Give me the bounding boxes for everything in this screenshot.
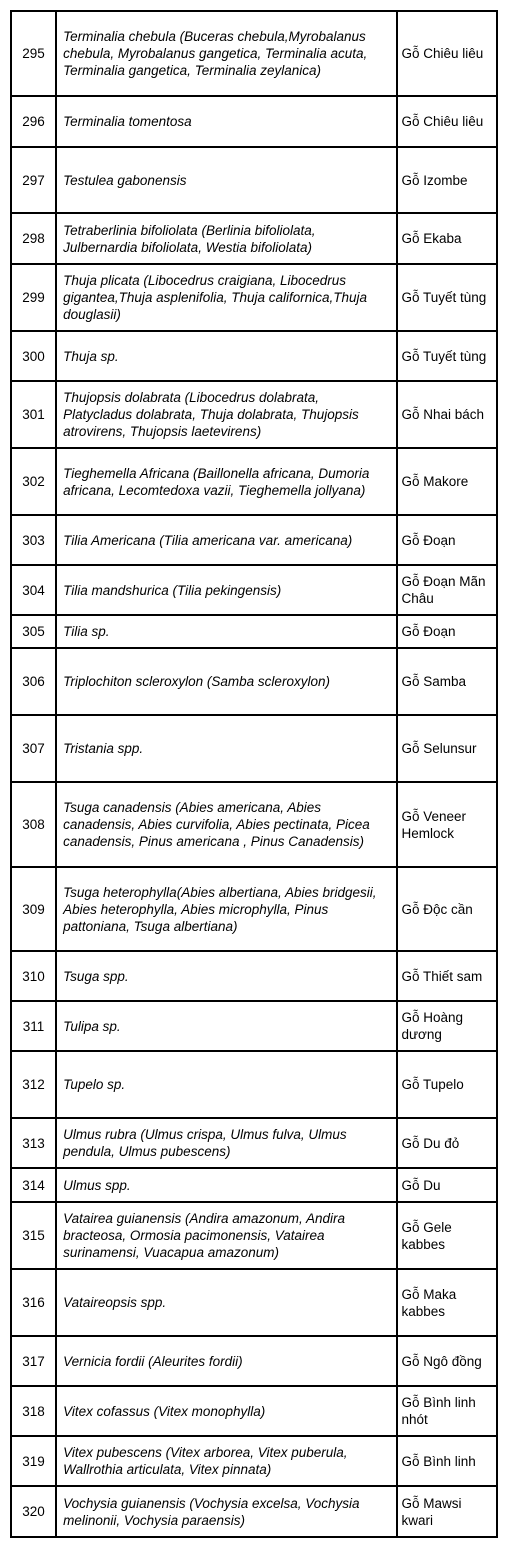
row-number: 312 <box>11 1051 56 1118</box>
species-table <box>10 10 498 1538</box>
table-row <box>11 1436 497 1486</box>
vietnamese-name: Gỗ Đoạn Mãn Châu <box>397 565 498 615</box>
row-number: 318 <box>11 1386 56 1436</box>
row-number: 308 <box>11 782 56 867</box>
vietnamese-name: Gỗ Veneer Hemlock <box>397 782 498 867</box>
table-row <box>11 1202 497 1269</box>
scientific-name: Vatairea guianensis (Andira amazonum, Andira bracteosa, Ormosia pacimonensis, Vatairea surinamensi, Vuacapua amazonum) <box>56 1202 396 1269</box>
vietnamese-name: Gỗ Samba <box>397 648 498 715</box>
vietnamese-name: Gỗ Selunsur <box>397 715 498 782</box>
vietnamese-name: Gỗ Makore <box>397 448 498 515</box>
row-number: 299 <box>11 264 56 331</box>
row-number: 302 <box>11 448 56 515</box>
row-number: 298 <box>11 213 56 264</box>
vietnamese-name: Gỗ Tuyết tùng <box>397 264 498 331</box>
table-row <box>11 1168 497 1202</box>
vietnamese-name: Gỗ Du <box>397 1168 498 1202</box>
table-row <box>11 11 497 96</box>
scientific-name: Thuja sp. <box>56 331 396 381</box>
table-row <box>11 615 497 648</box>
vietnamese-name: Gỗ Tupelo <box>397 1051 498 1118</box>
table-row <box>11 715 497 782</box>
table-row <box>11 1386 497 1436</box>
vietnamese-name: Gỗ Tuyết tùng <box>397 331 498 381</box>
scientific-name: Tieghemella Africana (Baillonella africana, Dumoria africana, Lecomtedoxa vazii, Tieghemella jollyana) <box>56 448 396 515</box>
scientific-name: Tristania spp. <box>56 715 396 782</box>
row-number: 319 <box>11 1436 56 1486</box>
row-number: 313 <box>11 1118 56 1168</box>
vietnamese-name: Gỗ Maka kabbes <box>397 1269 498 1336</box>
scientific-name: Vataireopsis spp. <box>56 1269 396 1336</box>
vietnamese-name: Gỗ Ekaba <box>397 213 498 264</box>
scientific-name: Triplochiton scleroxylon (Samba scleroxylon) <box>56 648 396 715</box>
scientific-name: Thuja plicata (Libocedrus craigiana, Libocedrus gigantea,Thuja asplenifolia, Thuja californica,Thuja douglasii) <box>56 264 396 331</box>
table-row <box>11 213 497 264</box>
vietnamese-name: Gỗ Gele kabbes <box>397 1202 498 1269</box>
row-number: 309 <box>11 867 56 951</box>
row-number: 315 <box>11 1202 56 1269</box>
vietnamese-name: Gỗ Chiêu liêu <box>397 96 498 147</box>
scientific-name: Tsuga canadensis (Abies americana, Abies canadensis, Abies curvifolia, Abies pectinata, Picea canadensis, Pinus americana , Pinus Canadensis) <box>56 782 396 867</box>
row-number: 317 <box>11 1336 56 1386</box>
row-number: 320 <box>11 1486 56 1537</box>
row-number: 295 <box>11 11 56 96</box>
row-number: 304 <box>11 565 56 615</box>
row-number: 306 <box>11 648 56 715</box>
vietnamese-name: Gỗ Bình linh <box>397 1436 498 1486</box>
scientific-name: Vernicia fordii (Aleurites fordii) <box>56 1336 396 1386</box>
vietnamese-name: Gỗ Hoàng dương <box>397 1001 498 1051</box>
vietnamese-name: Gỗ Chiêu liêu <box>397 11 498 96</box>
table-row <box>11 1118 497 1168</box>
table-row <box>11 1269 497 1336</box>
scientific-name: Ulmus spp. <box>56 1168 396 1202</box>
row-number: 314 <box>11 1168 56 1202</box>
table-row <box>11 648 497 715</box>
row-number: 301 <box>11 381 56 448</box>
table-row <box>11 867 497 951</box>
vietnamese-name: Gỗ Đoạn <box>397 515 498 565</box>
table-row <box>11 515 497 565</box>
scientific-name: Testulea gabonensis <box>56 147 396 213</box>
scientific-name: Tilia sp. <box>56 615 396 648</box>
row-number: 305 <box>11 615 56 648</box>
scientific-name: Tsuga heterophylla(Abies albertiana, Abies bridgesii, Abies heterophylla, Abies microphylla, Pinus pattoniana, Tsuga albertiana) <box>56 867 396 951</box>
table-row <box>11 1001 497 1051</box>
row-number: 310 <box>11 951 56 1001</box>
row-number: 307 <box>11 715 56 782</box>
scientific-name: Tulipa sp. <box>56 1001 396 1051</box>
scientific-name: Tilia Americana (Tilia americana var. americana) <box>56 515 396 565</box>
table-row <box>11 147 497 213</box>
table-row <box>11 381 497 448</box>
table-row <box>11 448 497 515</box>
scientific-name: Terminalia chebula (Buceras chebula,Myrobalanus chebula, Myrobalanus gangetica, Terminalia acuta, Terminalia gangetica, Terminalia zeylanica) <box>56 11 396 96</box>
row-number: 311 <box>11 1001 56 1051</box>
vietnamese-name: Gỗ Độc cần <box>397 867 498 951</box>
row-number: 316 <box>11 1269 56 1336</box>
table-row <box>11 331 497 381</box>
scientific-name: Thujopsis dolabrata (Libocedrus dolabrata, Platycladus dolabrata, Thuja dolabrata, Thujopsis atrovirens, Thujopsis laetevirens) <box>56 381 396 448</box>
row-number: 303 <box>11 515 56 565</box>
table-row <box>11 782 497 867</box>
row-number: 300 <box>11 331 56 381</box>
table-row <box>11 264 497 331</box>
vietnamese-name: Gỗ Bình linh nhót <box>397 1386 498 1436</box>
row-number: 296 <box>11 96 56 147</box>
scientific-name: Vitex cofassus (Vitex monophylla) <box>56 1386 396 1436</box>
scientific-name: Tetraberlinia bifoliolata (Berlinia bifoliolata, Julbernardia bifoliolata, Westia bifoliolata) <box>56 213 396 264</box>
vietnamese-name: Gỗ Izombe <box>397 147 498 213</box>
scientific-name: Tupelo sp. <box>56 1051 396 1118</box>
scientific-name: Vochysia guianensis (Vochysia excelsa, Vochysia melinonii, Vochysia paraensis) <box>56 1486 396 1537</box>
table-row <box>11 1336 497 1386</box>
table-row <box>11 1051 497 1118</box>
vietnamese-name: Gỗ Nhai bách <box>397 381 498 448</box>
vietnamese-name: Gỗ Du đỏ <box>397 1118 498 1168</box>
scientific-name: Ulmus rubra (Ulmus crispa, Ulmus fulva, Ulmus pendula, Ulmus pubescens) <box>56 1118 396 1168</box>
vietnamese-name: Gỗ Thiết sam <box>397 951 498 1001</box>
scientific-name: Terminalia tomentosa <box>56 96 396 147</box>
scientific-name: Tsuga spp. <box>56 951 396 1001</box>
table-row <box>11 96 497 147</box>
row-number: 297 <box>11 147 56 213</box>
scientific-name: Vitex pubescens (Vitex arborea, Vitex puberula, Wallrothia articulata, Vitex pinnata) <box>56 1436 396 1486</box>
vietnamese-name: Gỗ Ngô đồng <box>397 1336 498 1386</box>
scientific-name: Tilia mandshurica (Tilia pekingensis) <box>56 565 396 615</box>
table-row <box>11 951 497 1001</box>
vietnamese-name: Gỗ Mawsi kwari <box>397 1486 498 1537</box>
vietnamese-name: Gỗ Đoạn <box>397 615 498 648</box>
table-row <box>11 1486 497 1537</box>
table-row <box>11 565 497 615</box>
